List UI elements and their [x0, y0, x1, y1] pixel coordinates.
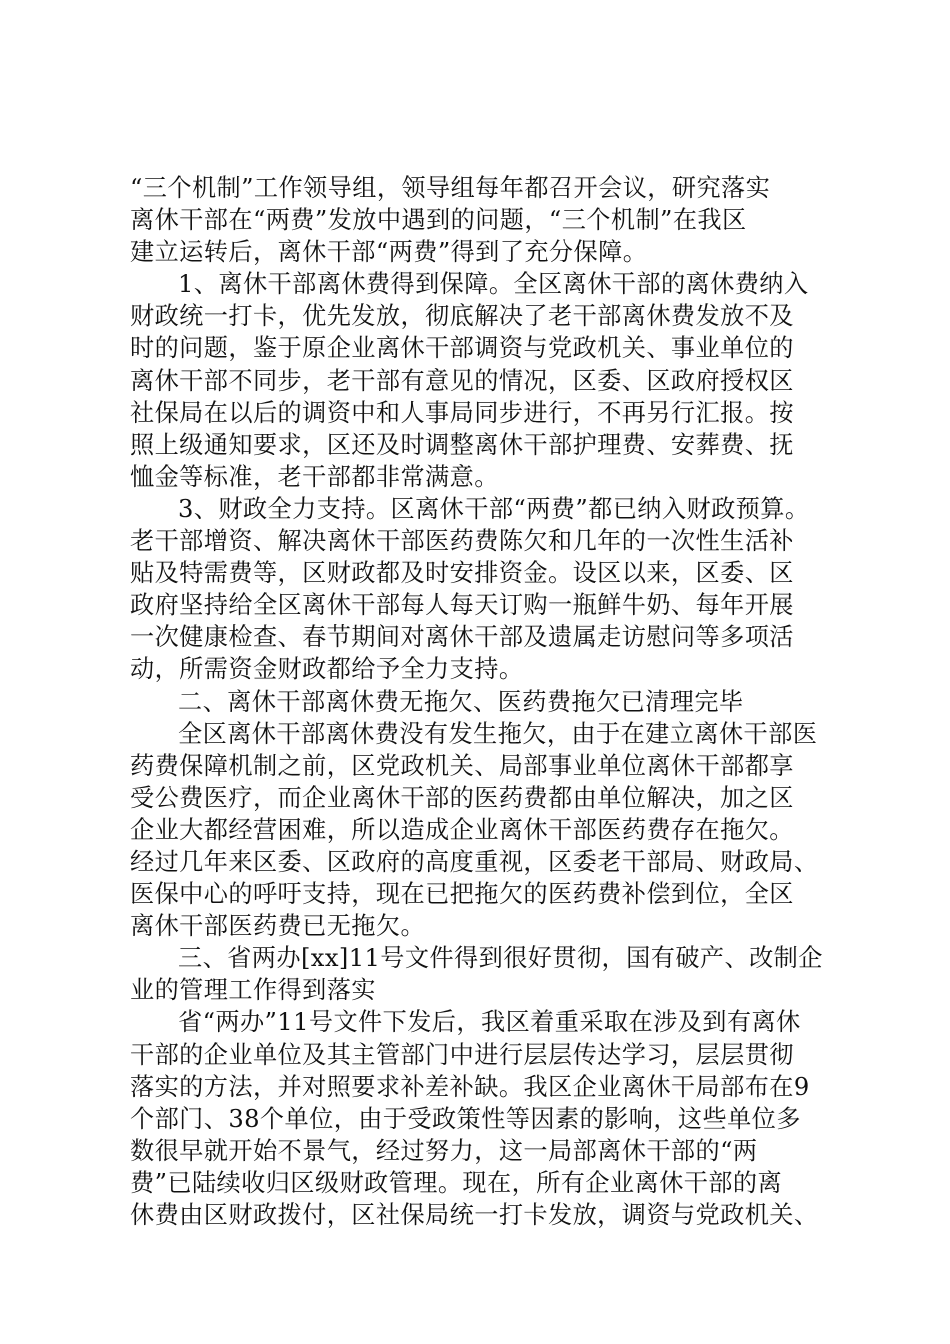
- text-line: 干部的企业单位及其主管部门中进行层层传达学习，层层贯彻: [130, 1040, 794, 1069]
- text-line: 个部门、38个单位，由于受政策性等因素的影响，这些单位多: [130, 1104, 801, 1133]
- text-line: 休费由区财政拨付，区社保局统一打卡发放，调资与党政机关、: [130, 1201, 819, 1229]
- text-line: “三个机制”工作领导组，领导组每年都召开会议，研究落实: [130, 174, 771, 202]
- text-line: 经过几年来区委、区政府的高度重视，区委老干部局、财政局、: [130, 847, 819, 876]
- text-line: 费”已陆续收归区级财政管理。现在，所有企业离休干部的离: [130, 1168, 783, 1197]
- text-line: 医保中心的呼吁支持，现在已把拖欠的医药费补偿到位，全区: [130, 880, 794, 909]
- text-line: 照上级通知要求，区还及时调整离休干部护理费、安葬费、抚: [130, 430, 794, 459]
- text-line: 社保局在以后的调资中和人事局同步进行，不再另行汇报。按: [130, 398, 794, 427]
- text-line: 离休干部不同步，老干部有意见的情况，区委、区政府授权区: [130, 366, 794, 395]
- text-line: 落实的方法，并对照要求补差补缺。我区企业离休干局部布在9: [130, 1072, 810, 1101]
- text-line: 建立运转后，离休干部“两费”得到了充分保障。: [130, 238, 648, 267]
- text-line: 业的管理工作得到落实: [130, 976, 376, 1005]
- text-line: 受公费医疗，而企业离休干部的医药费都由单位解决，加之区: [130, 783, 794, 812]
- text-line: 三、省两办[xx]11号文件得到很好贯彻，国有破产、改制企: [178, 944, 823, 973]
- text-line: 二、离休干部离休费无拖欠、医药费拖欠已清理完毕: [178, 687, 744, 716]
- text-line: 财政统一打卡，优先发放，彻底解决了老干部离休费发放不及: [130, 302, 794, 331]
- text-line: 3、财政全力支持。区离休干部“两费”都已纳入财政预算。: [178, 494, 810, 523]
- text-line: 一次健康检查、春节期间对离休干部及遗属走访慰问等多项活: [130, 623, 794, 652]
- text-line: 数很早就开始不景气，经过努力，这一局部离休干部的“两: [130, 1136, 758, 1165]
- document-body: [130, 172, 835, 1231]
- text-line: 离休干部医药费已无拖欠。: [130, 912, 426, 941]
- text-line: 政府坚持给全区离休干部每人每天订购一瓶鲜牛奶、每年开展: [130, 591, 794, 620]
- text-line: 贴及特需费等，区财政都及时安排资金。设区以来，区委、区: [130, 559, 794, 588]
- text-line: 老干部增资、解决离休干部医药费陈欠和几年的一次性生活补: [130, 527, 794, 556]
- text-line: 1、离休干部离休费得到保障。全区离休干部的离休费纳入: [178, 270, 809, 299]
- text-line: 企业大都经营困难，所以造成企业离休干部医药费存在拖欠。: [130, 815, 794, 844]
- text-line: 时的问题，鉴于原企业离休干部调资与党政机关、事业单位的: [130, 334, 794, 363]
- text-line: 恤金等标准，老干部都非常满意。: [130, 462, 499, 491]
- text-line: 药费保障机制之前，区党政机关、局部事业单位离休干部都享: [130, 751, 794, 780]
- text-line: 动，所需资金财政都给予全力支持。: [130, 655, 524, 684]
- text-line: 离休干部在“两费”发放中遇到的问题，“三个机制”在我区: [130, 206, 747, 235]
- text-line: 全区离休干部离休费没有发生拖欠，由于在建立离休干部医: [178, 719, 818, 748]
- text-line: 省“两办”11号文件下发后，我区着重采取在涉及到有离休: [178, 1008, 801, 1037]
